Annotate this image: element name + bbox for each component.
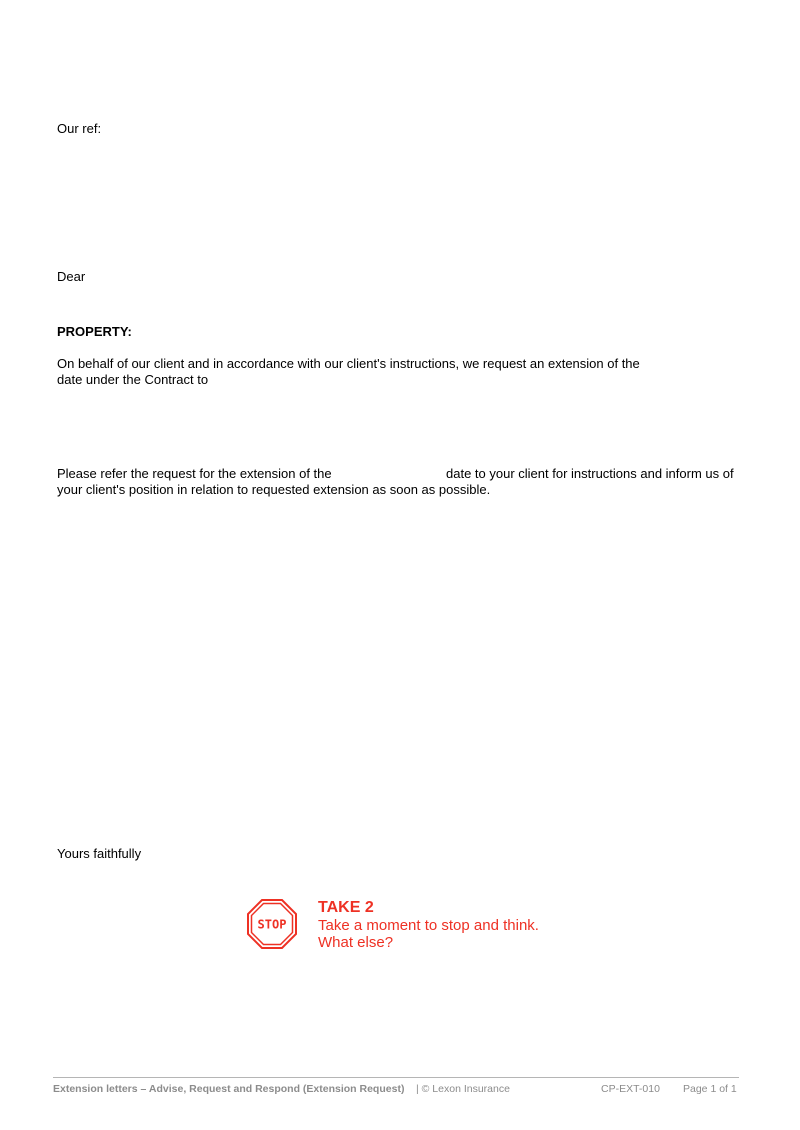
footer-page-number: Page 1 of 1 xyxy=(683,1083,737,1095)
request-paragraph-line-1: On behalf of our client and in accordance with our client's instructions, we request an extension of the xyxy=(57,356,640,371)
our-ref-label: Our ref: xyxy=(57,121,102,136)
refer-paragraph-line-1-end: date to your client for instructions and inform us of xyxy=(446,466,734,481)
refer-paragraph-line-1-start: Please refer the request for the extension of the xyxy=(57,466,332,481)
footer-document-title: Extension letters – Advise, Request and Respond (Extension Request) xyxy=(53,1083,405,1095)
take2-line-2: What else? xyxy=(318,934,394,951)
take2-line-1: Take a moment to stop and think. xyxy=(318,917,539,934)
property-heading: PROPERTY: xyxy=(57,324,132,339)
stop-sign-text: STOP xyxy=(257,917,287,932)
closing-signoff: Yours faithfully xyxy=(57,846,142,861)
request-paragraph-line-2: date under the Contract to xyxy=(57,372,209,387)
refer-paragraph-line-2: your client's position in relation to requested extension as soon as possible. xyxy=(57,482,491,497)
footer-document-code: CP-EXT-010 xyxy=(601,1083,660,1095)
footer-copyright: | © Lexon Insurance xyxy=(416,1083,510,1095)
stop-sign-icon xyxy=(246,898,298,950)
take2-title: TAKE 2 xyxy=(318,899,374,916)
salutation: Dear xyxy=(57,269,86,284)
footer-divider xyxy=(53,1077,739,1078)
